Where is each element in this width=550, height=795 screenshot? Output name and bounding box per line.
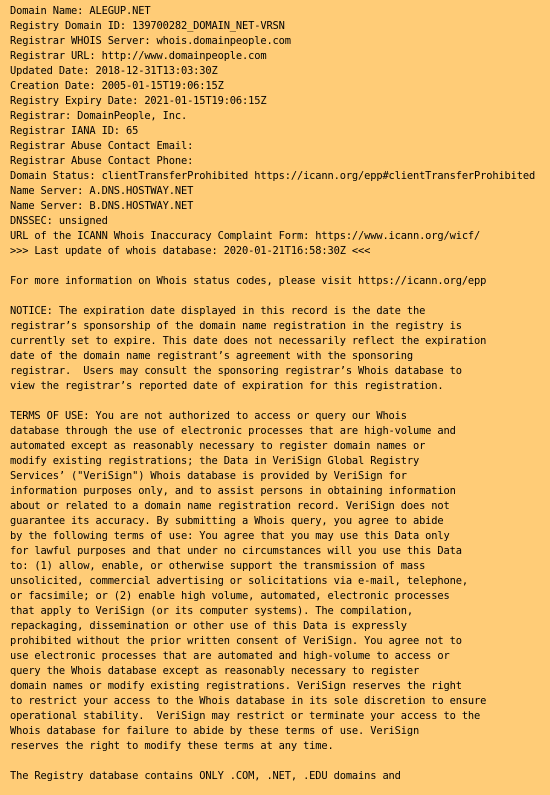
whois-line: Registrar Abuse Contact Phone:: [10, 155, 194, 167]
whois-line: query the Whois database except as reasonably necessary to register: [10, 665, 420, 677]
whois-line: Registry Expiry Date: 2021-01-15T19:06:15Z: [10, 95, 267, 107]
whois-line: DNSSEC: unsigned: [10, 215, 108, 227]
whois-line: Domain Name: ALEGUP.NET: [10, 5, 151, 17]
whois-line: reserves the right to modify these terms at any time.: [10, 740, 334, 752]
whois-line: [10, 259, 550, 274]
whois-line: automated except as reasonably necessary to register domain names or: [10, 440, 426, 452]
whois-line: currently set to expire. This date does not necessarily reflect the expiration: [10, 335, 487, 347]
whois-line: about or related to a domain name registration record. VeriSign does not: [10, 500, 450, 512]
whois-line: TERMS OF USE: You are not authorized to access or query our Whois: [10, 410, 407, 422]
whois-line: [10, 754, 550, 769]
whois-line: that apply to VeriSign (or its computer systems). The compilation,: [10, 605, 413, 617]
whois-line: information purposes only, and to assist persons in obtaining information: [10, 485, 456, 497]
whois-line: [10, 289, 550, 304]
whois-line: The Registry database contains ONLY .COM, .NET, .EDU domains and: [10, 770, 401, 782]
whois-line: Registrar URL: http://www.domainpeople.com: [10, 50, 267, 62]
whois-line: Registrar: DomainPeople, Inc.: [10, 110, 188, 122]
whois-line: [10, 394, 550, 409]
whois-line: Registrar Abuse Contact Email:: [10, 140, 194, 152]
whois-line: URL of the ICANN Whois Inaccuracy Complaint Form: https://www.icann.org/wicf/: [10, 230, 481, 242]
whois-line: repackaging, dissemination or other use of this Data is expressly: [10, 620, 407, 632]
whois-line: NOTICE: The expiration date displayed in this record is the date the: [10, 305, 426, 317]
whois-line: Registry Domain ID: 139700282_DOMAIN_NET-VRSN: [10, 20, 285, 32]
whois-line: prohibited without the prior written consent of VeriSign. You agree not to: [10, 635, 462, 647]
whois-line: unsolicited, commercial advertising or solicitations via e-mail, telephone,: [10, 575, 468, 587]
whois-line: Creation Date: 2005-01-15T19:06:15Z: [10, 80, 224, 92]
whois-line: or facsimile; or (2) enable high volume, automated, electronic processes: [10, 590, 450, 602]
whois-line: modify existing registrations; the Data in VeriSign Global Registry: [10, 455, 420, 467]
whois-line: guarantee its accuracy. By submitting a Whois query, you agree to abide: [10, 515, 444, 527]
whois-line: Name Server: B.DNS.HOSTWAY.NET: [10, 200, 194, 212]
whois-line: Registrar IANA ID: 65: [10, 125, 139, 137]
whois-line: date of the domain name registrant’s agreement with the sponsoring: [10, 350, 413, 362]
whois-line: Registrar WHOIS Server: whois.domainpeople.com: [10, 35, 291, 47]
whois-line: to: (1) allow, enable, or otherwise support the transmission of mass: [10, 560, 426, 572]
whois-line: >>> Last update of whois database: 2020-01-21T16:58:30Z <<<: [10, 245, 371, 257]
whois-line: For more information on Whois status codes, please visit https://icann.org/epp: [10, 275, 487, 287]
whois-line: by the following terms of use: You agree that you may use this Data only: [10, 530, 450, 542]
whois-line: Whois database for failure to abide by these terms of use. VeriSign: [10, 725, 420, 737]
whois-line: use electronic processes that are automated and high-volume to access or: [10, 650, 450, 662]
whois-line: for lawful purposes and that under no circumstances will you use this Data: [10, 545, 462, 557]
whois-line: to restrict your access to the Whois database in its sole discretion to ensure: [10, 695, 487, 707]
whois-line: Name Server: A.DNS.HOSTWAY.NET: [10, 185, 194, 197]
whois-line: operational stability. VeriSign may restrict or terminate your access to the: [10, 710, 481, 722]
whois-line: Updated Date: 2018-12-31T13:03:30Z: [10, 65, 218, 77]
whois-line: view the registrar’s reported date of expiration for this registration.: [10, 380, 444, 392]
whois-line: registrar’s sponsorship of the domain name registration in the registry is: [10, 320, 462, 332]
whois-line: domain names or modify existing registrations. VeriSign reserves the right: [10, 680, 462, 692]
whois-line: registrar. Users may consult the sponsoring registrar’s Whois database to: [10, 365, 462, 377]
whois-line: database through the use of electronic processes that are high-volume and: [10, 425, 456, 437]
whois-line: Services’ ("VeriSign") Whois database is provided by VeriSign for: [10, 470, 407, 482]
whois-line: Domain Status: clientTransferProhibited https://icann.org/epp#clientTransferProhibited: [10, 170, 536, 182]
